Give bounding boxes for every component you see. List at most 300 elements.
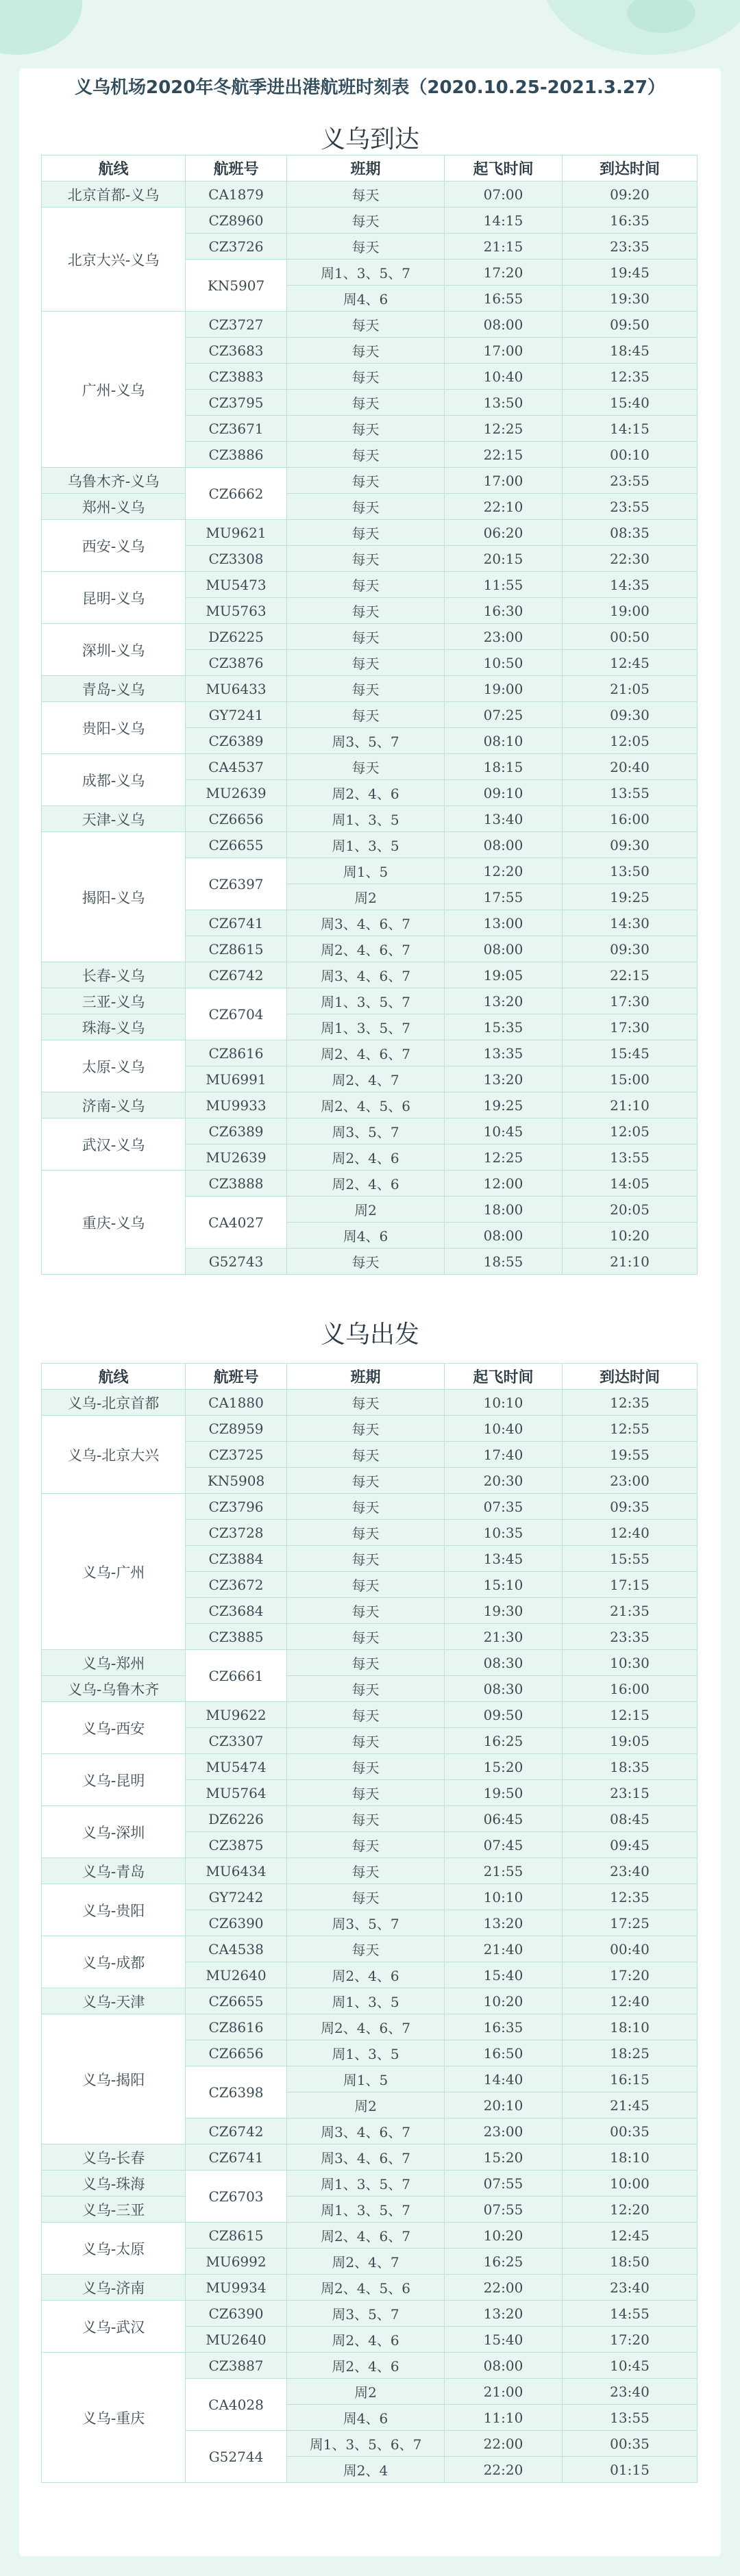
route-cell: 义乌-三亚 [42, 2197, 186, 2223]
departure-time-cell: 15:20 [445, 2144, 563, 2171]
route-cell: 郑州-义乌 [42, 494, 186, 520]
departure-time-cell: 22:20 [445, 2457, 563, 2483]
table-row [42, 312, 698, 338]
schedule-cell: 周1、5 [287, 2066, 445, 2092]
route-cell: 长春-义乌 [42, 962, 186, 988]
arrival-time-cell: 10:45 [563, 2353, 698, 2379]
flight-cell: CZ3876 [186, 650, 287, 676]
table-row [42, 1884, 698, 1910]
table-row [42, 2144, 698, 2171]
schedule-cell: 每天 [287, 312, 445, 338]
arrival-time-cell: 18:35 [563, 1754, 698, 1780]
departure-time-cell: 07:25 [445, 702, 563, 728]
arrival-time-cell: 18:10 [563, 2014, 698, 2040]
departure-time-cell: 09:50 [445, 1702, 563, 1728]
flight-cell: CA4537 [186, 754, 287, 780]
arrival-time-cell: 12:35 [563, 1884, 698, 1910]
flight-cell: MU2639 [186, 780, 287, 806]
flight-cell: CZ8959 [186, 1416, 287, 1442]
route-cell: 义乌-北京首都 [42, 1390, 186, 1416]
schedule-cell: 每天 [287, 650, 445, 676]
route-cell: 义乌-贵阳 [42, 1884, 186, 1936]
table-row [42, 1754, 698, 1780]
arrival-time-cell: 14:30 [563, 910, 698, 936]
departure-time-cell: 14:15 [445, 208, 563, 234]
flight-cell: MU2639 [186, 1145, 287, 1171]
flight-cell: CZ3726 [186, 234, 287, 260]
table-row [42, 702, 698, 728]
route-cell: 深圳-义乌 [42, 624, 186, 676]
flight-cell: CZ3796 [186, 1494, 287, 1520]
arrival-time-cell: 15:45 [563, 1040, 698, 1066]
schedule-cell: 周2、4、6 [287, 1962, 445, 1988]
arrival-time-cell: 21:45 [563, 2092, 698, 2118]
departure-time-cell: 15:10 [445, 1572, 563, 1598]
departure-time-cell: 08:00 [445, 312, 563, 338]
flight-cell: CZ6390 [186, 1910, 287, 1936]
departure-time-cell: 06:20 [445, 520, 563, 546]
arrival-time-cell: 09:35 [563, 1494, 698, 1520]
schedule-cell: 每天 [287, 364, 445, 390]
header-arrival-time: 到达时间 [563, 1364, 698, 1390]
table-row [42, 1118, 698, 1145]
arrival-time-cell: 16:00 [563, 806, 698, 832]
flight-cell: CZ3883 [186, 364, 287, 390]
table-row [42, 208, 698, 234]
route-cell: 义乌-济南 [42, 2275, 186, 2301]
table-row [42, 624, 698, 650]
departure-time-cell: 10:10 [445, 1390, 563, 1416]
schedule-cell: 每天 [287, 1546, 445, 1572]
flight-cell: MU2640 [186, 2327, 287, 2353]
departure-time-cell: 11:55 [445, 572, 563, 598]
schedule-cell: 周3、4、6、7 [287, 910, 445, 936]
departure-time-cell: 19:50 [445, 1780, 563, 1806]
arrival-time-cell: 17:25 [563, 1910, 698, 1936]
schedule-cell: 每天 [287, 1728, 445, 1754]
departure-time-cell: 13:20 [445, 1066, 563, 1092]
departure-time-cell: 09:10 [445, 780, 563, 806]
schedule-cell: 每天 [287, 1416, 445, 1442]
arrival-time-cell: 09:30 [563, 936, 698, 962]
schedule-cell: 周1、3、5、7 [287, 1014, 445, 1040]
departure-time-cell: 18:15 [445, 754, 563, 780]
arrival-time-cell: 19:30 [563, 286, 698, 312]
departure-time-cell: 10:40 [445, 1416, 563, 1442]
schedule-cell: 周3、4、6、7 [287, 2144, 445, 2171]
schedule-cell: 每天 [287, 1832, 445, 1858]
schedule-cell: 每天 [287, 182, 445, 208]
arrival-time-cell: 20:40 [563, 754, 698, 780]
flight-cell: KN5907 [186, 260, 287, 312]
arrival-time-cell: 15:55 [563, 1546, 698, 1572]
flight-cell: CZ3885 [186, 1624, 287, 1650]
arrival-time-cell: 12:45 [563, 2223, 698, 2249]
schedule-cell: 周2 [287, 884, 445, 910]
arrival-time-cell: 23:55 [563, 494, 698, 520]
departure-time-cell: 07:45 [445, 1832, 563, 1858]
departure-time-cell: 22:00 [445, 2431, 563, 2457]
route-cell: 珠海-义乌 [42, 1014, 186, 1040]
departure-time-cell: 18:00 [445, 1197, 563, 1223]
departure-time-cell: 17:40 [445, 1442, 563, 1468]
route-cell: 揭阳-义乌 [42, 832, 186, 962]
table-row [42, 2197, 698, 2223]
arrival-time-cell: 17:30 [563, 1014, 698, 1040]
schedule-cell: 每天 [287, 390, 445, 416]
schedule-cell: 周1、3、5、7 [287, 988, 445, 1014]
departure-time-cell: 12:00 [445, 1171, 563, 1197]
arrival-time-cell: 19:00 [563, 598, 698, 624]
departure-time-cell: 22:10 [445, 494, 563, 520]
route-cell: 重庆-义乌 [42, 1171, 186, 1275]
flight-cell: MU5763 [186, 598, 287, 624]
schedule-cell: 每天 [287, 546, 445, 572]
schedule-cell: 周3、5、7 [287, 2301, 445, 2327]
schedule-cell: 每天 [287, 1936, 445, 1962]
table-row [42, 1858, 698, 1884]
arrival-time-cell: 09:50 [563, 312, 698, 338]
schedule-cell: 每天 [287, 1702, 445, 1728]
arrival-time-cell: 21:10 [563, 1092, 698, 1118]
table-row [42, 520, 698, 546]
departure-time-cell: 13:20 [445, 1910, 563, 1936]
departure-time-cell: 20:30 [445, 1468, 563, 1494]
flight-cell: MU9933 [186, 1092, 287, 1118]
departure-time-cell: 07:00 [445, 182, 563, 208]
table-row [42, 1806, 698, 1832]
schedule-cell: 周2、4、6 [287, 2327, 445, 2353]
flight-cell: CZ6397 [186, 858, 287, 910]
flight-cell: CZ6389 [186, 728, 287, 754]
schedule-cell: 周2、4、6、7 [287, 1040, 445, 1066]
schedule-cell: 周1、3、5、7 [287, 2171, 445, 2197]
flight-cell: CZ6389 [186, 1118, 287, 1145]
flight-cell: CZ6742 [186, 2118, 287, 2144]
arrival-time-cell: 18:45 [563, 338, 698, 364]
departure-time-cell: 13:45 [445, 1546, 563, 1572]
arrival-time-cell: 12:05 [563, 1118, 698, 1145]
departure-time-cell: 16:55 [445, 286, 563, 312]
table-row [42, 2171, 698, 2197]
schedule-cell: 每天 [287, 624, 445, 650]
schedule-cell: 每天 [287, 702, 445, 728]
departure-time-cell: 20:15 [445, 546, 563, 572]
arrival-time-cell: 13:55 [563, 780, 698, 806]
arrival-time-cell: 09:30 [563, 702, 698, 728]
schedule-cell: 每天 [287, 1598, 445, 1624]
flight-cell: CZ6742 [186, 962, 287, 988]
flight-cell: CA4027 [186, 1197, 287, 1249]
flight-cell: CZ8615 [186, 936, 287, 962]
flight-cell: CZ3875 [186, 1832, 287, 1858]
departure-time-cell: 17:55 [445, 884, 563, 910]
flight-cell: CZ3727 [186, 312, 287, 338]
schedule-cell: 每天 [287, 416, 445, 442]
arrival-time-cell: 14:35 [563, 572, 698, 598]
flight-cell: MU6433 [186, 676, 287, 702]
arrival-time-cell: 00:35 [563, 2431, 698, 2457]
flight-cell: DZ6225 [186, 624, 287, 650]
table-row [42, 1988, 698, 2014]
flight-cell: CA4538 [186, 1936, 287, 1962]
arrival-time-cell: 19:05 [563, 1728, 698, 1754]
route-cell: 义乌-太原 [42, 2223, 186, 2275]
departure-time-cell: 15:40 [445, 1962, 563, 1988]
flight-cell: CZ3307 [186, 1728, 287, 1754]
arrival-time-cell: 00:35 [563, 2118, 698, 2144]
route-cell: 广州-义乌 [42, 312, 186, 468]
route-cell: 义乌-乌鲁木齐 [42, 1676, 186, 1702]
arrival-time-cell: 12:05 [563, 728, 698, 754]
arrival-time-cell: 18:50 [563, 2249, 698, 2275]
arrival-time-cell: 12:45 [563, 650, 698, 676]
arrivals-table [41, 155, 698, 1275]
decor-bubble [0, 0, 82, 55]
departure-time-cell: 21:40 [445, 1936, 563, 1962]
table-row [42, 806, 698, 832]
flight-cell: CZ3888 [186, 1171, 287, 1197]
table-row [42, 2301, 698, 2327]
flight-cell: CZ6398 [186, 2066, 287, 2118]
arrival-time-cell: 10:30 [563, 1650, 698, 1676]
schedule-cell: 周2、4 [287, 2457, 445, 2483]
departure-time-cell: 10:20 [445, 1988, 563, 2014]
departure-time-cell: 11:10 [445, 2405, 563, 2431]
schedule-cell: 每天 [287, 1468, 445, 1494]
schedule-cell: 周2 [287, 2092, 445, 2118]
arrival-time-cell: 23:40 [563, 1858, 698, 1884]
table-row [42, 1676, 698, 1702]
table-header-row [42, 155, 698, 182]
schedule-cell: 每天 [287, 1442, 445, 1468]
schedule-cell: 周2、4、6、7 [287, 2014, 445, 2040]
schedule-cell: 每天 [287, 208, 445, 234]
route-cell: 义乌-青岛 [42, 1858, 186, 1884]
schedule-cell: 周1、3、5 [287, 1988, 445, 2014]
arrival-time-cell: 19:55 [563, 1442, 698, 1468]
route-cell: 义乌-广州 [42, 1494, 186, 1650]
departure-time-cell: 13:35 [445, 1040, 563, 1066]
flight-cell: CZ3887 [186, 2353, 287, 2379]
header-route: 航线 [42, 1364, 186, 1390]
schedule-cell: 周2、4、7 [287, 1066, 445, 1092]
flight-cell: CZ3725 [186, 1442, 287, 1468]
flight-cell: G52743 [186, 1249, 287, 1275]
departure-time-cell: 08:00 [445, 832, 563, 858]
table-header-row [42, 1364, 698, 1390]
schedule-cell: 周3、4、6、7 [287, 962, 445, 988]
flight-cell: KN5908 [186, 1468, 287, 1494]
flight-cell: CA1880 [186, 1390, 287, 1416]
flight-cell: CZ8616 [186, 1040, 287, 1066]
flight-cell: CZ6655 [186, 832, 287, 858]
arrival-time-cell: 23:40 [563, 2275, 698, 2301]
departure-time-cell: 08:00 [445, 936, 563, 962]
schedule-cell: 周1、3、5、7 [287, 260, 445, 286]
header-flight: 航班号 [186, 1364, 287, 1390]
departure-time-cell: 16:25 [445, 2249, 563, 2275]
arrival-time-cell: 09:45 [563, 1832, 698, 1858]
table-row [42, 1171, 698, 1197]
schedule-cell: 每天 [287, 494, 445, 520]
schedule-cell: 周2、4、6、7 [287, 2223, 445, 2249]
departure-time-cell: 22:00 [445, 2275, 563, 2301]
flight-cell: CZ6390 [186, 2301, 287, 2327]
arrival-time-cell: 22:15 [563, 962, 698, 988]
arrival-time-cell: 08:45 [563, 1806, 698, 1832]
schedule-cell: 每天 [287, 442, 445, 468]
route-cell: 义乌-天津 [42, 1988, 186, 2014]
table-row [42, 1390, 698, 1416]
schedule-cell: 周1、5 [287, 858, 445, 884]
departure-time-cell: 12:25 [445, 416, 563, 442]
departure-time-cell: 23:00 [445, 2118, 563, 2144]
schedule-cell: 周2、4、7 [287, 2249, 445, 2275]
arrival-time-cell: 20:05 [563, 1197, 698, 1223]
schedule-cell: 周1、3、5、6、7 [287, 2431, 445, 2457]
arrival-time-cell: 00:40 [563, 1936, 698, 1962]
route-cell: 义乌-北京大兴 [42, 1416, 186, 1494]
schedule-cell: 每天 [287, 1754, 445, 1780]
table-row [42, 1092, 698, 1118]
arrival-time-cell: 14:55 [563, 2301, 698, 2327]
flight-cell: MU9934 [186, 2275, 287, 2301]
flight-cell: CZ6704 [186, 988, 287, 1040]
table-row [42, 1040, 698, 1066]
arrival-time-cell: 17:20 [563, 2327, 698, 2353]
departure-time-cell: 10:10 [445, 1884, 563, 1910]
flight-cell: CZ3683 [186, 338, 287, 364]
departure-time-cell: 10:45 [445, 1118, 563, 1145]
departure-time-cell: 17:00 [445, 338, 563, 364]
departure-time-cell: 13:00 [445, 910, 563, 936]
departures-section-title: 义乌出发 [320, 1321, 419, 1349]
flight-cell: GY7241 [186, 702, 287, 728]
schedule-cell: 每天 [287, 1520, 445, 1546]
arrival-time-cell: 08:35 [563, 520, 698, 546]
flight-cell: CZ3672 [186, 1572, 287, 1598]
route-cell: 北京首都-义乌 [42, 182, 186, 208]
arrival-time-cell: 22:30 [563, 546, 698, 572]
arrival-time-cell: 17:30 [563, 988, 698, 1014]
departure-time-cell: 10:40 [445, 364, 563, 390]
arrival-time-cell: 12:20 [563, 2197, 698, 2223]
schedule-cell: 每天 [287, 1650, 445, 1676]
flight-cell: CZ3884 [186, 1546, 287, 1572]
departure-time-cell: 16:30 [445, 598, 563, 624]
schedule-cell: 周3、4、6、7 [287, 2118, 445, 2144]
route-cell: 贵阳-义乌 [42, 702, 186, 754]
arrival-time-cell: 10:00 [563, 2171, 698, 2197]
schedule-cell: 每天 [287, 1249, 445, 1275]
schedule-cell: 每天 [287, 1884, 445, 1910]
arrival-time-cell: 16:00 [563, 1676, 698, 1702]
route-cell: 义乌-重庆 [42, 2353, 186, 2483]
schedule-cell: 周4、6 [287, 286, 445, 312]
arrival-time-cell: 13:55 [563, 1145, 698, 1171]
schedule-cell: 周1、3、5、7 [287, 2197, 445, 2223]
departure-time-cell: 08:30 [445, 1676, 563, 1702]
schedule-cell: 每天 [287, 1390, 445, 1416]
schedule-cell: 每天 [287, 1494, 445, 1520]
schedule-cell: 每天 [287, 676, 445, 702]
schedule-cell: 每天 [287, 1624, 445, 1650]
departure-time-cell: 17:20 [445, 260, 563, 286]
schedule-cell: 每天 [287, 1858, 445, 1884]
flight-cell: CA1879 [186, 182, 287, 208]
arrival-time-cell: 23:35 [563, 1624, 698, 1650]
departure-time-cell: 10:50 [445, 650, 563, 676]
route-cell: 义乌-西安 [42, 1702, 186, 1754]
departure-time-cell: 07:55 [445, 2171, 563, 2197]
flight-cell: CZ3886 [186, 442, 287, 468]
table-row [42, 494, 698, 520]
schedule-cell: 周4、6 [287, 1223, 445, 1249]
schedule-cell: 每天 [287, 338, 445, 364]
table-row [42, 1702, 698, 1728]
arrival-time-cell: 12:35 [563, 1390, 698, 1416]
flight-cell: GY7242 [186, 1884, 287, 1910]
flight-cell: CZ6661 [186, 1650, 287, 1702]
arrival-time-cell: 23:35 [563, 234, 698, 260]
schedule-cell: 每天 [287, 234, 445, 260]
arrival-time-cell: 12:35 [563, 364, 698, 390]
flight-cell: CZ6741 [186, 2144, 287, 2171]
route-cell: 义乌-成都 [42, 1936, 186, 1988]
table-row [42, 1650, 698, 1676]
arrival-time-cell: 09:20 [563, 182, 698, 208]
header-departure-time: 起飞时间 [445, 1364, 563, 1390]
departure-time-cell: 15:40 [445, 2327, 563, 2353]
departure-time-cell: 08:10 [445, 728, 563, 754]
schedule-cell: 每天 [287, 468, 445, 494]
route-cell: 青岛-义乌 [42, 676, 186, 702]
schedule-cell: 每天 [287, 1806, 445, 1832]
arrival-time-cell: 23:40 [563, 2379, 698, 2405]
arrival-time-cell: 17:20 [563, 1962, 698, 1988]
arrival-time-cell: 23:00 [563, 1468, 698, 1494]
table-row [42, 2014, 698, 2040]
flight-cell: CZ8616 [186, 2014, 287, 2040]
flight-cell: MU5764 [186, 1780, 287, 1806]
route-cell: 义乌-深圳 [42, 1806, 186, 1858]
arrival-time-cell: 13:50 [563, 858, 698, 884]
route-cell: 义乌-武汉 [42, 2301, 186, 2353]
flight-cell: CZ3728 [186, 1520, 287, 1546]
header-schedule: 班期 [287, 1364, 445, 1390]
table-row [42, 1936, 698, 1962]
flight-cell: MU5474 [186, 1754, 287, 1780]
document-title: 义乌机场2020年冬航季进出港航班时刻表（2020.10.25-2021.3.27） [74, 77, 666, 98]
flight-cell: MU2640 [186, 1962, 287, 1988]
arrival-time-cell: 23:15 [563, 1780, 698, 1806]
departure-time-cell: 13:20 [445, 988, 563, 1014]
table-row [42, 182, 698, 208]
departure-time-cell: 13:40 [445, 806, 563, 832]
flight-cell: CA4028 [186, 2379, 287, 2431]
route-cell: 义乌-长春 [42, 2144, 186, 2171]
arrival-time-cell: 19:45 [563, 260, 698, 286]
flight-cell: CZ6741 [186, 910, 287, 936]
flight-cell: CZ6656 [186, 2040, 287, 2066]
table-row [42, 1416, 698, 1442]
table-row [42, 754, 698, 780]
departure-time-cell: 22:15 [445, 442, 563, 468]
departure-time-cell: 15:20 [445, 1754, 563, 1780]
schedule-cell: 周2、4、5、6 [287, 2275, 445, 2301]
arrival-time-cell: 14:15 [563, 416, 698, 442]
